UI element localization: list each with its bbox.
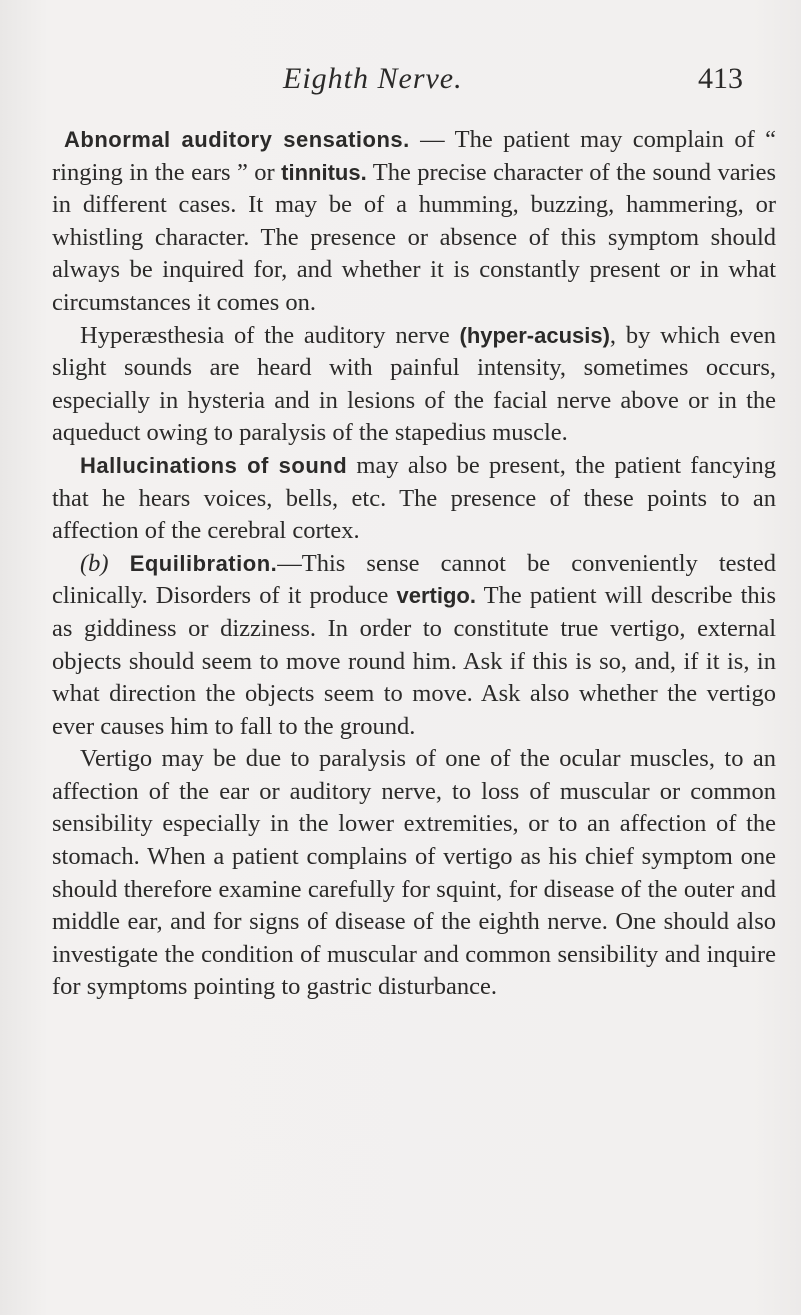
section-label: (b) <box>80 549 109 577</box>
paragraph-equilibration <box>52 548 776 744</box>
paragraph-text: —This sense cannot be conveniently tested clinically. Disorders of it produce <box>52 549 777 610</box>
page-header <box>0 62 801 102</box>
paragraph-text: may also be present, the patient fancying that he hears voices, bells, etc. The presence of these points to an affection of the cerebral cortex. <box>52 451 776 545</box>
paragraph-hallucinations <box>52 450 776 548</box>
section-heading-abnormal-auditory: Abnormal auditory sensations. <box>64 127 410 152</box>
paragraph-text: The patient will describe this as giddiness or dizziness. In order to constitute true vertigo, external objects should seem to move round him. Ask if this is so, and, if it is, in what direction the objects seem to move. Ask also whether the vertigo ever causes him to fall to the ground. <box>52 582 776 740</box>
section-heading-hallucinations: Hallucinations of sound <box>80 452 348 478</box>
body-text <box>52 124 776 1004</box>
paragraph-text: — The patient may complain of “ ringing in the ears ” or <box>52 126 777 186</box>
term-vertigo: vertigo. <box>396 583 476 609</box>
paragraph-hyperacusis <box>52 320 776 450</box>
paragraph-text: , by which even slight sounds are heard with painful intensity, sometimes occurs, especially in hysteria and in lesions of the facial nerve above or in the aqueduct owing to paralysis of the stapedius muscle. <box>52 321 776 447</box>
term-hyperacusis: (hyper-acusis) <box>459 322 610 348</box>
paragraph-vertigo-causes <box>52 743 776 1004</box>
section-heading-equilibration: Equilibration. <box>129 550 278 576</box>
page-number: 413 <box>698 62 743 95</box>
paragraph-text: The precise character of the sound varies in different cases. It may be of a humming, buzzing, hammering, or whistling character. The presence or absence of this symptom should always be inquired for, and whether it is constantly present or in what circumstances it comes on. <box>52 158 776 316</box>
paragraph-tinnitus <box>52 124 776 320</box>
paragraph-text: Hyperæsthesia of the auditory nerve <box>80 321 460 349</box>
running-title: Eighth Nerve. <box>283 62 463 95</box>
paragraph-text: Vertigo may be due to paralysis of one of the ocular muscles, to an affection of the ear or auditory nerve, to loss of muscular or common sensibility especially in the lower extremities, or to an affection of the stomach. When a patient complains of vertigo as his chief symptom one should therefore examine carefully for squint, for disease of the outer and middle ear, and for signs of disease of the eighth nerve. One should also investigate the condition of muscular and common sensibility and inquire for symptoms pointing to gastric disturbance. <box>52 745 776 1001</box>
term-tinnitus: tinnitus. <box>281 159 367 185</box>
